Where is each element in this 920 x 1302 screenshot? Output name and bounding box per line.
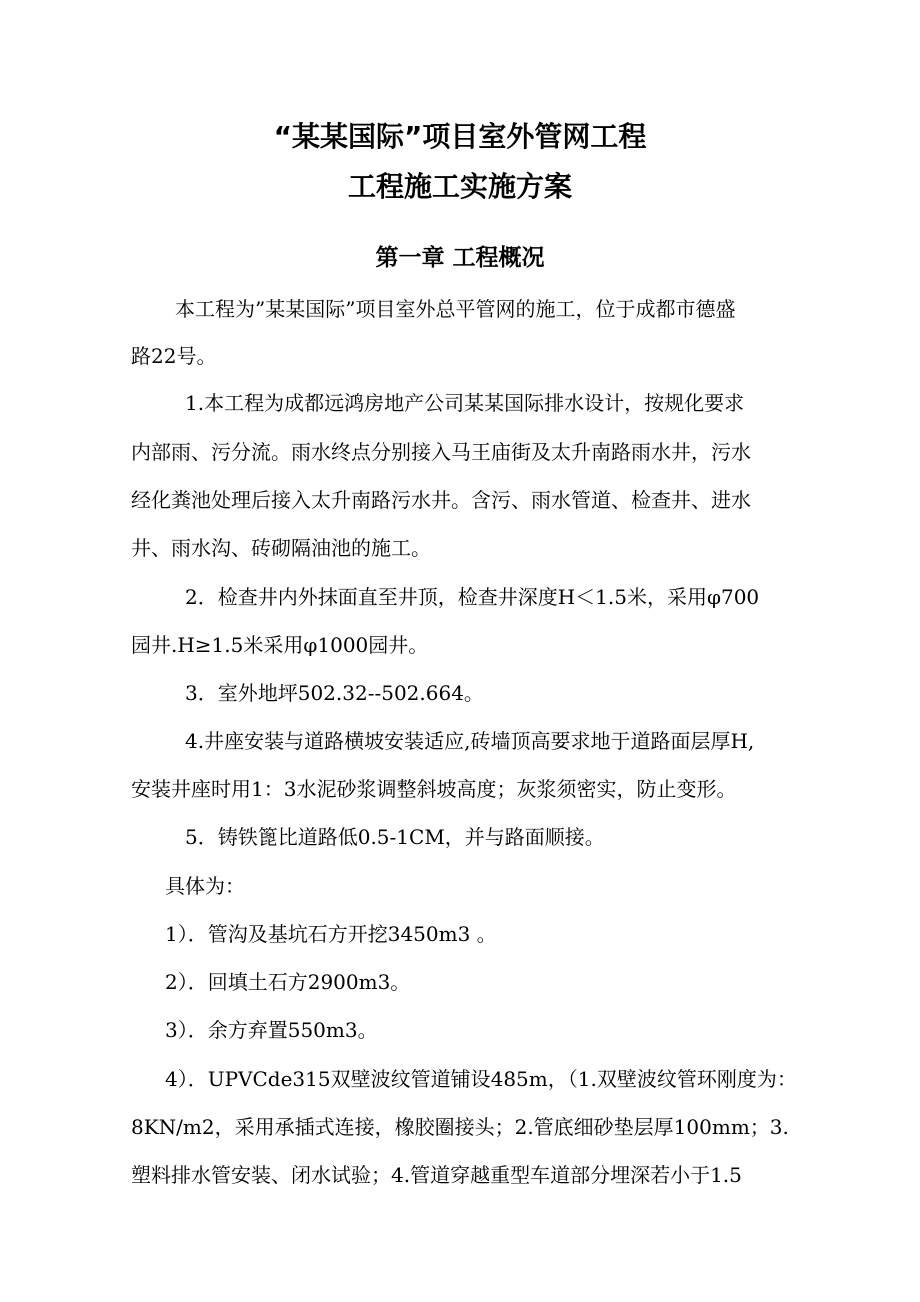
paragraph-line: 2．检查井内外抹面直至井顶，检查井深度H＜1.5米，采用φ700 [185, 585, 760, 609]
paragraph-line: 3）．余方弃置550m3。 [165, 1018, 378, 1042]
document-title-line-1: “某某国际”项目室外管网工程 [273, 120, 647, 153]
document-title-line-2: 工程施工实施方案 [347, 170, 572, 203]
paragraph-line: 安装井座时用1：3水泥砂浆调整斜坡高度；灰浆须密实，防止变形。 [131, 777, 737, 801]
paragraph-line: 2）．回填土石方2900m3。 [165, 970, 411, 994]
chapter-heading: 第一章 工程概况 [375, 245, 545, 271]
paragraph-line: 路22号。 [131, 344, 217, 368]
paragraph-line: 具体为： [165, 874, 245, 898]
paragraph-line: 4.井座安装与道路横坡安装适应,砖墙顶高要求地于道路面层厚H, [185, 729, 755, 753]
paragraph-line: 5．铸铁篦比道路低0.5-1CM，并与路面顺接。 [185, 825, 605, 849]
paragraph-line: 3．室外地坪502.32--502.664。 [185, 681, 484, 705]
paragraph-line: 8KN/m2，采用承插式连接，橡胶圈接头；2.管底细砂垫层厚100mm；3. [131, 1115, 789, 1139]
paragraph-line: 内部雨、污分流。雨水终点分别接入马王庙街及太升南路雨水井，污水 [131, 440, 751, 464]
paragraph-line: 塑料排水管安装、闭水试验；4.管道穿越重型车道部分埋深若小于1.5 [131, 1163, 742, 1187]
paragraph-line: 井、雨水沟、砖砌隔油池的施工。 [131, 536, 431, 560]
paragraph-line: 4）．UPVCde315双壁波纹管道铺设485m，（1.双壁波纹管环刚度为： [165, 1067, 797, 1091]
paragraph-line: 本工程为”某某国际”项目室外总平管网的施工，位于成都市德盛 [175, 297, 736, 321]
paragraph-line: 经化粪池处理后接入太升南路污水井。含污、雨水管道、检查井、进水 [131, 488, 751, 512]
paragraph-line: 园井.H≥1.5米采用φ1000园井。 [131, 633, 429, 657]
paragraph-line: 1）．管沟及基坑石方开挖3450m3 。 [165, 922, 497, 946]
paragraph-line: 1.本工程为成都远鸿房地产公司某某国际排水设计，按规化要求 [185, 391, 745, 415]
